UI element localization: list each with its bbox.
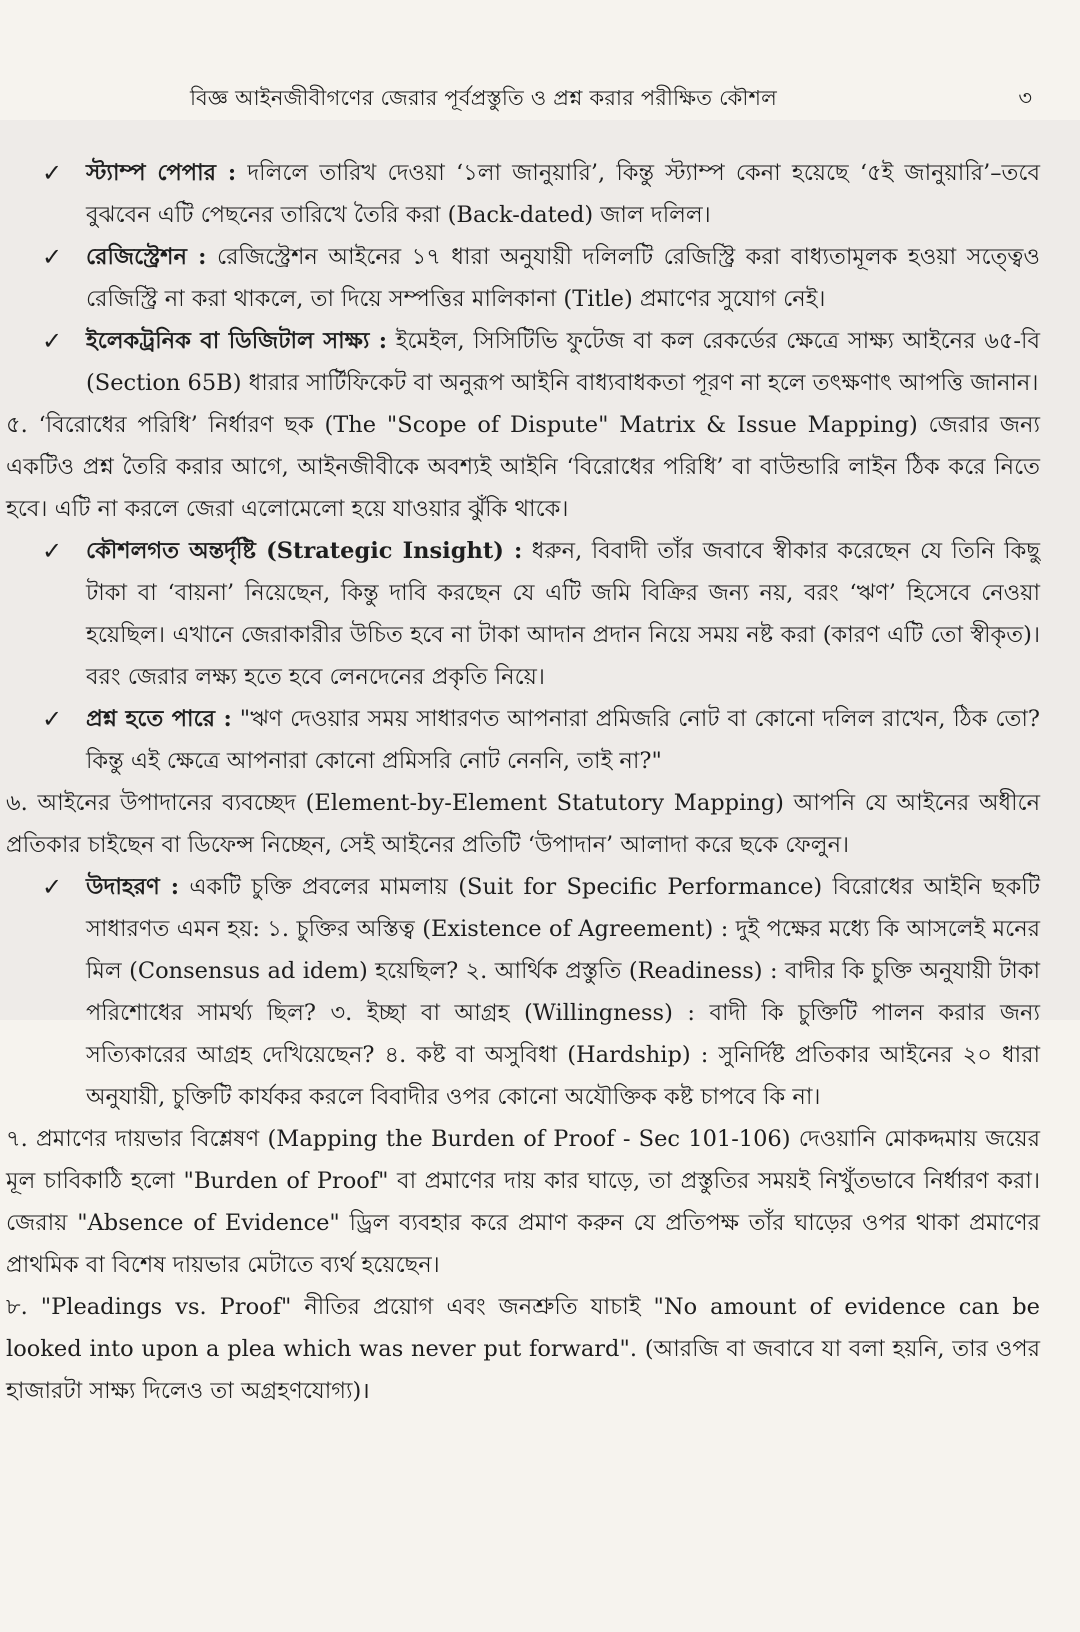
checklist-item bbox=[6, 320, 1040, 404]
item-lead: স্ট্যাম্প পেপার : bbox=[86, 160, 237, 186]
item-text: দলিলে তারিখ দেওয়া ‘১লা জানুয়ারি’, কিন্তু স্ট্যাম্প কেনা হয়েছে ‘৫ই জানুয়ারি’–তবে বুঝবেন এটি পেছনের তারিখে তৈরি করা (Back-dated) জাল দলিল। bbox=[86, 160, 1040, 228]
running-header bbox=[190, 82, 1040, 117]
checkmark-icon: ✓ bbox=[42, 873, 63, 901]
checklist-item bbox=[6, 698, 1040, 782]
checkmark-icon: ✓ bbox=[42, 243, 63, 271]
item-lead: উদাহরণ : bbox=[86, 874, 180, 900]
section-paragraph: ৬. আইনের উপাদানের ব্যবচ্ছেদ (Element-by-Element Statutory Mapping) আপনি যে আইনের অধীনে প্রতিকার চাইছেন বা ডিফেন্স নিচ্ছেন, সেই আইনের প্রতিটি ‘উপাদান’ আলাদা করে ছকে ফেলুন। bbox=[6, 790, 1040, 858]
checkmark-icon: ✓ bbox=[42, 159, 63, 187]
item-text: রেজিস্ট্রেশন আইনের ১৭ ধারা অনুযায়ী দলিলটি রেজিস্ট্রি করা বাধ্যতামূলক হওয়া সত্ত্বেও রেজিস্ট্রি না করা থাকলে, তা দিয়ে সম্পত্তির মালিকানা (Title) প্রমাণের সুযোগ নেই। bbox=[86, 244, 1040, 312]
checkmark-icon: ✓ bbox=[42, 705, 63, 733]
item-lead: প্রশ্ন হতে পারে : bbox=[86, 706, 232, 732]
checklist-item bbox=[6, 530, 1040, 698]
item-lead: রেজিস্ট্রেশন : bbox=[86, 244, 207, 270]
section-paragraph: ৫. ‘বিরোধের পরিধি’ নির্ধারণ ছক (The "Scope of Dispute" Matrix & Issue Mapping) জেরার জন্য একটিও প্রশ্ন তৈরি করার আগে, আইনজীবীকে অবশ্যই আইনি ‘বিরোধের পরিধি’ বা বাউন্ডারি লাইন ঠিক করে নিতে হবে। এটি না করলে জেরা এলোমেলো হয়ে যাওয়ার ঝুঁকি থাকে। bbox=[6, 412, 1040, 522]
page-number: ৩ bbox=[1018, 86, 1032, 110]
checklist-item bbox=[6, 152, 1040, 236]
section-paragraph: ৮. "Pleadings vs. Proof" নীতির প্রয়োগ এবং জনশ্রুতি যাচাই "No amount of evidence can be looked into upon a plea which was never put forward". (আরজি বা জবাবে যা বলা হয়নি, তার ওপর হাজারটা সাক্ষ্য দিলেও তা অগ্রহণযোগ্য)। bbox=[6, 1294, 1040, 1404]
item-text: "ঋণ দেওয়ার সময় সাধারণত আপনারা প্রমিজরি নোট বা কোনো দলিল রাখেন, ঠিক তো? কিন্তু এই ক্ষেত্রে আপনারা কোনো প্রমিসরি নোট নেননি, তাই না?" bbox=[86, 706, 1040, 774]
checklist-item bbox=[6, 866, 1040, 1118]
header-title: বিজ্ঞ আইনজীবীগণের জেরার পূর্বপ্রস্তুতি ও প্রশ্ন করার পরীক্ষিত কৌশল bbox=[190, 86, 777, 110]
checkmark-icon: ✓ bbox=[42, 537, 63, 565]
item-text: ইমেইল, সিসিটিভি ফুটেজ বা কল রেকর্ডের ক্ষেত্রে সাক্ষ্য আইনের ৬৫-বি (Section 65B) ধারার সার্টিফিকেট বা অনুরূপ আইনি বাধ্যবাধকতা পূরণ না হলে তৎক্ষণাৎ আপত্তি জানান। bbox=[86, 328, 1040, 396]
section-paragraph: ৭. প্রমাণের দায়ভার বিশ্লেষণ (Mapping the Burden of Proof - Sec 101-106) দেওয়ানি মোকদ্দমায় জয়ের মূল চাবিকাঠি হলো "Burden of Proof" বা প্রমাণের দায় কার ঘাড়ে, তা প্রস্তুতির সময়ই নিখুঁতভাবে নির্ধারণ করা। জেরায় "Absence of Evidence" ড্রিল ব্যবহার করে প্রমাণ করুন যে প্রতিপক্ষ তাঁর ঘাড়ের ওপর থাকা প্রমাণের প্রাথমিক বা বিশেষ দায়ভার মেটাতে ব্যর্থ হয়েছেন। bbox=[6, 1126, 1040, 1278]
item-lead: কৌশলগত অন্তর্দৃষ্টি (Strategic Insight) : bbox=[86, 538, 523, 564]
body-text bbox=[6, 152, 1040, 1412]
item-text: একটি চুক্তি প্রবলের মামলায় (Suit for Specific Performance) বিরোধের আইনি ছকটি সাধারণত এমন হয়: ১. চুক্তির অস্তিত্ব (Existence of Agreement) : দুই পক্ষের মধ্যে কি আসলেই মনের মিল (Consensus ad idem) হয়েছিল? ২. আর্থিক প্রস্তুতি (Readiness) : বাদীর কি চুক্তি অনুযায়ী টাকা পরিশোধের সামর্থ্য ছিল? ৩. ইচ্ছা বা আগ্রহ (Willingness) : বাদী কি চুক্তিটি পালন করার জন্য সত্যিকারের আগ্রহ দেখিয়েছেন? ৪. কষ্ট বা অসুবিধা (Hardship) : সুনির্দিষ্ট প্রতিকার আইনের ২০ ধারা অনুযায়ী, চুক্তিটি কার্যকর করলে বিবাদীর ওপর কোনো অযৌক্তিক কষ্ট চাপবে কি না। bbox=[86, 874, 1041, 1110]
checkmark-icon: ✓ bbox=[42, 327, 63, 355]
item-lead: ইলেকট্রনিক বা ডিজিটাল সাক্ষ্য : bbox=[86, 328, 388, 354]
checklist-item bbox=[6, 236, 1040, 320]
item-text: ধরুন, বিবাদী তাঁর জবাবে স্বীকার করেছেন যে তিনি কিছু টাকা বা ‘বায়না’ নিয়েছেন, কিন্তু দাবি করছেন যে এটি জমি বিক্রির জন্য নয়, বরং ‘ঋণ’ হিসেবে নেওয়া হয়েছিল। এখানে জেরাকারীর উচিত হবে না টাকা আদান প্রদান নিয়ে সময় নষ্ট করা (কারণ এটি তো স্বীকৃত)। বরং জেরার লক্ষ্য হতে হবে লেনদেনের প্রকৃতি নিয়ে। bbox=[86, 538, 1040, 690]
